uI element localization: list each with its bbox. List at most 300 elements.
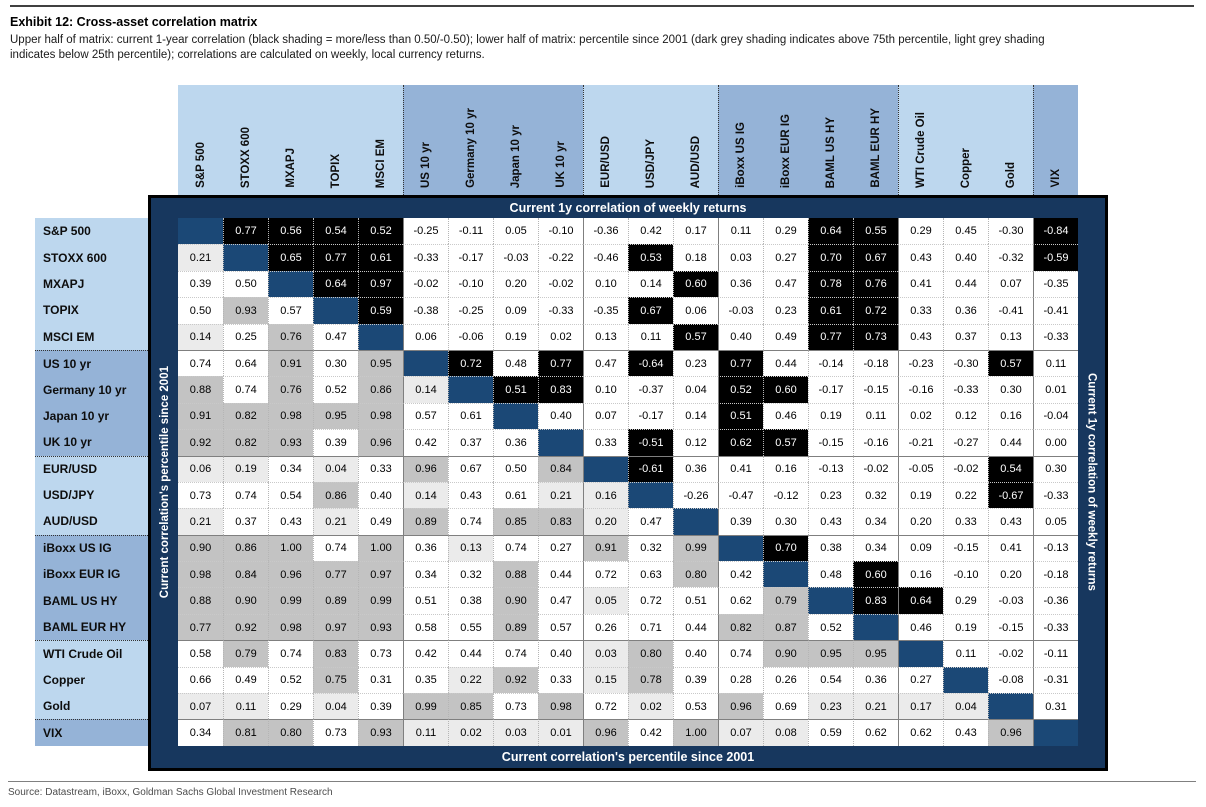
matrix-cell: 0.29 [898, 218, 943, 244]
matrix-cell: 0.47 [583, 350, 628, 376]
column-header [898, 85, 943, 195]
matrix-diagonal-cell [178, 218, 223, 244]
matrix-cell: 0.33 [943, 508, 988, 534]
matrix-cell: -0.61 [628, 456, 673, 482]
matrix-cell: 0.31 [1033, 693, 1078, 719]
column-header [808, 85, 853, 195]
matrix-cell: 0.61 [358, 244, 403, 270]
matrix-cell: 0.39 [673, 667, 718, 693]
matrix-cell: -0.33 [943, 376, 988, 402]
matrix-cell: 0.02 [448, 719, 493, 745]
matrix-cell: 0.91 [268, 350, 313, 376]
matrix-cell: 0.05 [583, 587, 628, 613]
matrix-cell: -0.12 [763, 482, 808, 508]
matrix-cell: 0.95 [853, 640, 898, 666]
matrix-cell: -0.26 [673, 482, 718, 508]
matrix-cell: 0.03 [583, 640, 628, 666]
matrix-cell: 0.33 [898, 297, 943, 323]
row-label: UK 10 yr [35, 429, 148, 455]
column-header [448, 85, 493, 195]
column-header [493, 85, 538, 195]
matrix-diagonal-cell [493, 403, 538, 429]
matrix-cell: 0.02 [538, 324, 583, 350]
matrix-cell: 0.30 [1033, 456, 1078, 482]
matrix-cell: 0.26 [583, 614, 628, 640]
matrix-cell: 0.10 [583, 376, 628, 402]
matrix-cell: -0.02 [988, 640, 1033, 666]
matrix-cell: 0.75 [313, 667, 358, 693]
matrix-cell: 0.40 [943, 244, 988, 270]
matrix-cell: -0.33 [403, 244, 448, 270]
matrix-cell: 0.48 [808, 561, 853, 587]
matrix-cell: -0.33 [1033, 324, 1078, 350]
matrix-cell: -0.33 [538, 297, 583, 323]
matrix-cell: 0.40 [538, 640, 583, 666]
matrix-cell: 0.54 [808, 667, 853, 693]
matrix-cell: 0.50 [178, 297, 223, 323]
matrix-cell: 0.78 [808, 271, 853, 297]
matrix-cell: 0.09 [898, 535, 943, 561]
matrix-cell: 0.98 [358, 403, 403, 429]
matrix-cell: 0.19 [808, 403, 853, 429]
matrix-cell: 0.95 [808, 640, 853, 666]
row-label: Gold [35, 693, 148, 719]
matrix-diagonal-cell [943, 667, 988, 693]
matrix-cell: 0.30 [988, 376, 1033, 402]
matrix-diagonal-cell [358, 324, 403, 350]
right-band-text: Current 1y correlation of weekly returns [1085, 372, 1098, 591]
matrix-cell: 0.49 [763, 324, 808, 350]
matrix-cell: 0.98 [268, 403, 313, 429]
matrix-cell: 0.22 [943, 482, 988, 508]
column-header [628, 85, 673, 195]
matrix-cell: -0.16 [853, 429, 898, 455]
matrix-cell: -0.10 [538, 218, 583, 244]
matrix-cell: 0.96 [718, 693, 763, 719]
matrix-cell: 0.34 [268, 456, 313, 482]
matrix-cell: 0.18 [673, 244, 718, 270]
column-header [223, 85, 268, 195]
matrix-cell: 0.21 [178, 244, 223, 270]
column-header-text: AUD/USD [689, 135, 702, 188]
matrix-cell: 0.69 [763, 693, 808, 719]
source-rule [8, 781, 1196, 782]
matrix-cell: 0.62 [718, 429, 763, 455]
column-header-text: S&P 500 [194, 142, 207, 188]
matrix-cell: 0.30 [763, 508, 808, 534]
matrix-cell: 0.25 [223, 324, 268, 350]
matrix-cell: 0.70 [763, 535, 808, 561]
matrix-cell: 0.44 [448, 640, 493, 666]
matrix-cell: 0.80 [268, 719, 313, 745]
matrix-cell: 0.64 [313, 271, 358, 297]
bottom-band-text: Current correlation's percentile since 2001 [501, 749, 755, 764]
matrix-cell: 0.45 [943, 218, 988, 244]
matrix-cell: -0.08 [988, 667, 1033, 693]
matrix-cell: 0.74 [718, 640, 763, 666]
matrix-cell: 0.02 [628, 693, 673, 719]
column-header [1033, 85, 1078, 195]
matrix-cell: 0.10 [583, 271, 628, 297]
matrix-cell: 0.43 [988, 508, 1033, 534]
matrix-cell: 0.40 [673, 640, 718, 666]
matrix-cell: 0.80 [673, 561, 718, 587]
matrix-cell: 0.52 [808, 614, 853, 640]
matrix-cell: 0.95 [313, 403, 358, 429]
row-label: TOPIX [35, 297, 148, 323]
matrix-cell: 0.34 [853, 535, 898, 561]
matrix-cell: 0.28 [718, 667, 763, 693]
matrix-diagonal-cell [583, 456, 628, 482]
matrix-cell: -0.03 [988, 587, 1033, 613]
matrix-cell: 0.67 [628, 297, 673, 323]
matrix-cell: -0.22 [538, 244, 583, 270]
matrix-cell: -0.25 [448, 297, 493, 323]
matrix-cell: 0.74 [313, 535, 358, 561]
matrix-cell: -0.18 [1033, 561, 1078, 587]
matrix-cell: 0.23 [808, 482, 853, 508]
matrix-cell: 0.01 [538, 719, 583, 745]
matrix-cell: 0.76 [268, 324, 313, 350]
matrix-cell: 0.92 [178, 429, 223, 455]
matrix-cell: 0.16 [898, 561, 943, 587]
column-header-text: US 10 yr [420, 141, 432, 188]
matrix-cell: -0.17 [448, 244, 493, 270]
matrix-cell: -0.15 [988, 614, 1033, 640]
matrix-cell: -0.84 [1033, 218, 1078, 244]
matrix-cell: 0.83 [313, 640, 358, 666]
matrix-cell: 0.54 [268, 482, 313, 508]
matrix-cell: -0.11 [1033, 640, 1078, 666]
matrix-cell: -0.33 [1033, 482, 1078, 508]
matrix-cell: 0.13 [448, 535, 493, 561]
row-label: Copper [35, 667, 148, 693]
matrix-cell: 0.11 [943, 640, 988, 666]
row-label: WTI Crude Oil [35, 640, 148, 666]
matrix-cell: 0.61 [493, 482, 538, 508]
row-label: USD/JPY [35, 482, 148, 508]
right-band-label [1078, 218, 1105, 746]
matrix-cell: 0.64 [808, 218, 853, 244]
matrix-cell: 0.93 [358, 719, 403, 745]
matrix-cell: 0.07 [583, 403, 628, 429]
matrix-cell: -0.02 [538, 271, 583, 297]
row-label: AUD/USD [35, 508, 148, 534]
row-label: MXAPJ [35, 271, 148, 297]
matrix-cell: 0.90 [493, 587, 538, 613]
description-line-1: Upper half of matrix: current 1-year correlation (black shading = more/less than 0.50/-0.50); lower half of matrix: percentile since 2001 (dark grey shading indicates above 75th percentile, light grey shading [10, 34, 1045, 46]
column-header-text: UK 10 yr [554, 141, 567, 188]
matrix-diagonal-cell [448, 376, 493, 402]
matrix-cell: -0.27 [943, 429, 988, 455]
matrix-cell: 0.42 [628, 218, 673, 244]
matrix-cell: 0.16 [763, 456, 808, 482]
matrix-cell: 0.84 [538, 456, 583, 482]
matrix-cell: -0.03 [493, 244, 538, 270]
matrix-cell: 0.74 [223, 482, 268, 508]
matrix-cell: 0.20 [988, 561, 1033, 587]
matrix-cell: -0.15 [853, 376, 898, 402]
matrix-cell: 0.46 [898, 614, 943, 640]
column-headers [178, 85, 1078, 195]
matrix-cell: 0.79 [763, 587, 808, 613]
matrix-cell: 0.13 [583, 324, 628, 350]
row-label: STOXX 600 [35, 244, 148, 270]
matrix-cell: 0.93 [358, 614, 403, 640]
matrix-cell: 0.47 [763, 271, 808, 297]
matrix-cell: 0.85 [493, 508, 538, 534]
matrix-cell: 0.39 [718, 508, 763, 534]
matrix-cell: -0.64 [628, 350, 673, 376]
matrix-cell: 0.42 [628, 719, 673, 745]
matrix-cell: 0.07 [718, 719, 763, 745]
matrix-cell: 0.16 [988, 403, 1033, 429]
matrix-cell: 0.77 [808, 324, 853, 350]
column-header-text: Germany 10 yr [464, 108, 477, 188]
matrix-cell: 0.77 [313, 561, 358, 587]
matrix-diagonal-cell [673, 508, 718, 534]
column-header-text: USD/JPY [644, 138, 657, 188]
matrix-cell: 0.03 [493, 719, 538, 745]
matrix-cell: 0.59 [808, 719, 853, 745]
matrix-cell: 0.58 [178, 640, 223, 666]
matrix-cell: 0.31 [358, 667, 403, 693]
matrix-cell: 0.11 [718, 218, 763, 244]
matrix-cell: 0.58 [403, 614, 448, 640]
matrix-cell: 0.89 [493, 614, 538, 640]
column-header [583, 85, 628, 195]
matrix-cell: 0.57 [268, 297, 313, 323]
matrix-cell: 0.44 [538, 561, 583, 587]
matrix-cell: 0.62 [718, 587, 763, 613]
matrix-cell: 0.04 [943, 693, 988, 719]
matrix-cell: 0.60 [853, 561, 898, 587]
matrix-cell: 1.00 [358, 535, 403, 561]
matrix-cell: 0.91 [583, 535, 628, 561]
matrix-cell: 0.40 [538, 403, 583, 429]
matrix-cell: 0.06 [673, 297, 718, 323]
column-header-text: MSCI EM [374, 138, 387, 188]
matrix-cell: -0.41 [1033, 297, 1078, 323]
matrix-cell: 0.74 [493, 640, 538, 666]
matrix-cell: 0.44 [943, 271, 988, 297]
matrix-cell: 0.44 [763, 350, 808, 376]
matrix-cell: 0.67 [853, 244, 898, 270]
matrix-cell: 0.97 [313, 614, 358, 640]
matrix-diagonal-cell [628, 482, 673, 508]
matrix-cell: 0.46 [763, 403, 808, 429]
matrix-cell: -0.11 [448, 218, 493, 244]
matrix-cell: -0.02 [403, 271, 448, 297]
matrix-cell: 0.03 [718, 244, 763, 270]
matrix-cell: 0.05 [1033, 508, 1078, 534]
matrix-cell: -0.16 [898, 376, 943, 402]
matrix-cell: 0.41 [988, 535, 1033, 561]
matrix-cell: 0.42 [403, 429, 448, 455]
matrix-cell: 0.73 [178, 482, 223, 508]
matrix-cell: 0.49 [223, 667, 268, 693]
matrix-cell: -0.51 [628, 429, 673, 455]
matrix-cell: 0.90 [178, 535, 223, 561]
column-header-text: BAML US HY [824, 116, 837, 188]
matrix-cell: 0.66 [178, 667, 223, 693]
matrix-cell: 0.36 [943, 297, 988, 323]
matrix-cell: -0.35 [1033, 271, 1078, 297]
matrix-cell: 0.82 [223, 403, 268, 429]
matrix-cell: 0.23 [763, 297, 808, 323]
matrix-cell: 0.87 [763, 614, 808, 640]
matrix-cell: 0.89 [313, 587, 358, 613]
matrix-diagonal-cell [853, 614, 898, 640]
row-label: US 10 yr [35, 350, 148, 376]
row-label: BAML US HY [35, 587, 148, 613]
matrix-cell: 0.88 [493, 561, 538, 587]
matrix-diagonal-cell [268, 271, 313, 297]
matrix-cell: 0.96 [988, 719, 1033, 745]
matrix-cell: 0.41 [898, 271, 943, 297]
matrix-cell: 0.61 [808, 297, 853, 323]
matrix-cell: 0.83 [538, 376, 583, 402]
matrix-cell: -0.02 [853, 456, 898, 482]
matrix-cell: 0.80 [628, 640, 673, 666]
column-header-text: iBoxx US IG [735, 122, 747, 188]
matrix-cell: -0.10 [448, 271, 493, 297]
matrix-cell: 0.38 [448, 587, 493, 613]
column-header [313, 85, 358, 195]
matrix-cell: 0.42 [718, 561, 763, 587]
column-header-text: Japan 10 yr [509, 124, 522, 188]
matrix-diagonal-cell [763, 561, 808, 587]
matrix-cell: 0.77 [313, 244, 358, 270]
matrix-cell: 0.55 [448, 614, 493, 640]
bottom-band-label [151, 746, 1105, 768]
matrix-cell: 0.42 [403, 640, 448, 666]
column-header-text: BAML EUR HY [869, 108, 882, 188]
column-header [988, 85, 1033, 195]
matrix-cell: 0.23 [673, 350, 718, 376]
matrix-cell: 0.62 [853, 719, 898, 745]
matrix-cell: 0.53 [673, 693, 718, 719]
matrix-cell: 0.35 [403, 667, 448, 693]
matrix-cell: 0.43 [943, 719, 988, 745]
matrix-cell: 0.97 [358, 561, 403, 587]
matrix-cell: 0.43 [268, 508, 313, 534]
matrix-cell: 0.48 [493, 350, 538, 376]
matrix-cell: 0.82 [718, 614, 763, 640]
matrix-cell: 0.74 [268, 640, 313, 666]
matrix-cell: 0.57 [403, 403, 448, 429]
matrix-cell: 0.47 [538, 587, 583, 613]
matrix-cell: 0.73 [313, 719, 358, 745]
matrix-cell: 0.98 [178, 561, 223, 587]
matrix-cell: 0.60 [763, 376, 808, 402]
matrix-cell: 0.83 [538, 508, 583, 534]
matrix-cell: -0.18 [853, 350, 898, 376]
matrix-cell: 0.19 [223, 456, 268, 482]
matrix-cell: 0.51 [403, 587, 448, 613]
matrix-cell: 0.16 [583, 482, 628, 508]
matrix-cell: 0.34 [853, 508, 898, 534]
matrix-cell: 0.77 [178, 614, 223, 640]
matrix-cell: 0.86 [313, 482, 358, 508]
matrix-cell: 0.90 [763, 640, 808, 666]
row-label: VIX [35, 719, 148, 745]
matrix-cell: 0.86 [358, 376, 403, 402]
matrix-diagonal-cell [988, 693, 1033, 719]
top-band-text: Current 1y correlation of weekly returns [509, 201, 747, 215]
matrix-cell: 0.72 [583, 561, 628, 587]
matrix-cell: 0.27 [763, 244, 808, 270]
matrix-cell: 0.51 [673, 587, 718, 613]
matrix-cell: 0.20 [493, 271, 538, 297]
column-header-text: iBoxx EUR IG [779, 113, 792, 188]
column-header-text: WTI Crude Oil [915, 111, 927, 188]
matrix-cell: 0.34 [178, 719, 223, 745]
row-label: BAML EUR HY [35, 614, 148, 640]
matrix-cell: -0.36 [1033, 587, 1078, 613]
column-header [673, 85, 718, 195]
matrix-cell: 0.52 [313, 376, 358, 402]
matrix-cell: 0.98 [538, 693, 583, 719]
column-header-text: VIX [1050, 169, 1062, 188]
matrix-cell: 0.92 [493, 667, 538, 693]
column-header [268, 85, 313, 195]
top-rule [10, 5, 1194, 7]
matrix-cell: 0.33 [358, 456, 403, 482]
matrix-cell: -0.15 [808, 429, 853, 455]
matrix-diagonal-cell [313, 297, 358, 323]
matrix-cell: 0.77 [718, 350, 763, 376]
matrix-cell: 0.72 [583, 693, 628, 719]
matrix-cell: 1.00 [673, 719, 718, 745]
matrix-cell: 0.01 [1033, 376, 1078, 402]
matrix-cell: 0.81 [223, 719, 268, 745]
matrix-cell: 0.55 [853, 218, 898, 244]
left-band-text: Current correlation's percentile since 2001 [158, 365, 171, 598]
matrix-cell: -0.17 [808, 376, 853, 402]
matrix-cell: -0.36 [583, 218, 628, 244]
matrix-cell: -0.23 [898, 350, 943, 376]
matrix-cell: 0.99 [268, 587, 313, 613]
left-band-label [151, 218, 178, 746]
matrix-diagonal-cell [718, 535, 763, 561]
matrix-cell: 0.12 [943, 403, 988, 429]
matrix-cell: 0.21 [313, 508, 358, 534]
matrix-cell: -0.38 [403, 297, 448, 323]
matrix-cell: 0.52 [358, 218, 403, 244]
matrix-cell: 0.15 [583, 667, 628, 693]
matrix-cell: -0.33 [1033, 614, 1078, 640]
matrix-cell: 0.88 [178, 587, 223, 613]
column-header [943, 85, 988, 195]
matrix-cell: 0.52 [268, 667, 313, 693]
matrix-cell: 0.21 [538, 482, 583, 508]
matrix-cell: 0.51 [493, 376, 538, 402]
matrix-cell: 0.86 [223, 535, 268, 561]
matrix-cell: 0.79 [223, 640, 268, 666]
matrix-cell: 1.00 [268, 535, 313, 561]
matrix-cell: 0.93 [268, 429, 313, 455]
matrix-cell: -0.25 [403, 218, 448, 244]
row-label: S&P 500 [35, 218, 148, 244]
matrix-cell: -0.32 [988, 244, 1033, 270]
matrix-cell: 0.43 [898, 244, 943, 270]
matrix-cell: 0.96 [403, 456, 448, 482]
matrix-cell: 0.73 [358, 640, 403, 666]
column-header [358, 85, 403, 195]
matrix-cell: 0.36 [718, 271, 763, 297]
matrix-cell: 0.32 [853, 482, 898, 508]
